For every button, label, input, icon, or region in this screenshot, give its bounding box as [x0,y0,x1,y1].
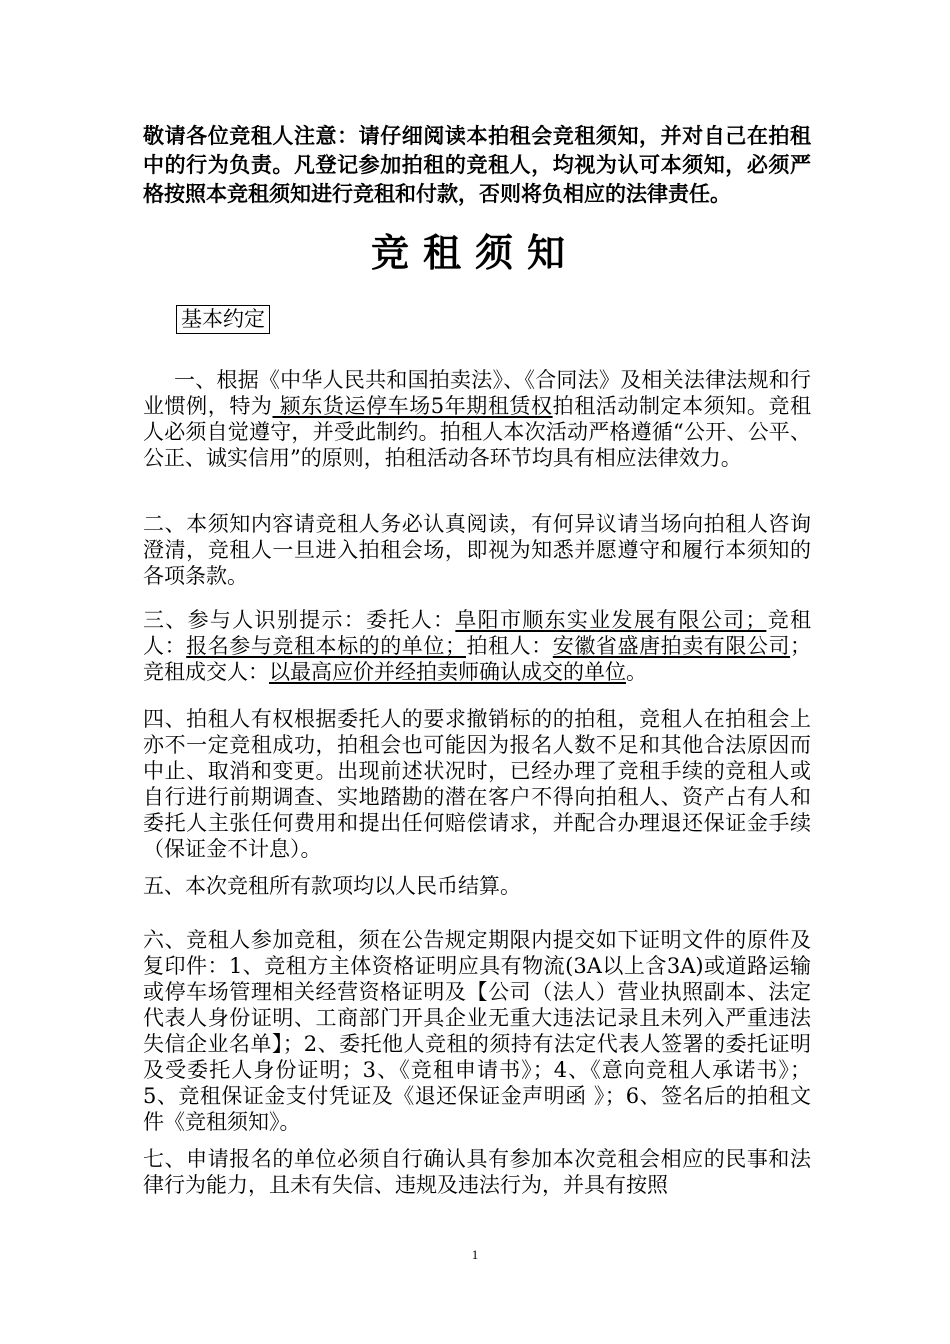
clause-3-principal: 阜阳市顺东实业发展有限公司； [455,608,767,632]
clause-3-text-3: 拍租人： [465,634,553,658]
section-tag: 基本约定 [176,305,270,334]
clause-5: 五、本次竞租所有款项均以人民币结算。 [143,874,521,898]
page-number: 1 [471,1247,479,1262]
clause-7: 七、申请报名的单位必须自行确认具有参加本次竞租会相应的民事和法律行为能力，且未有失信、违规及违法行为，并具有按照 [143,1147,811,1197]
clause-1-text-a: 一、根据《中华人民共和国拍卖法》、《合同法》及相关法律法规和行业惯例，特为 [143,368,811,418]
clause-3-auctioneer: 安徽省盛唐拍卖有限公司 [552,634,791,658]
clause-3-text-4: ；竞租成交人： [143,634,812,684]
notice-paragraph: 敬请各位竞租人注意：请仔细阅读本拍租会竞租须知，并对自己在拍租中的行为负责。凡登记参加拍租的竞租人，均视为认可本须知，必须严格按照本竞租须知进行竞租和付款，否则将负相应的法律责任。 [143,124,811,206]
clause-3-text-1: 三、参与人识别提示：委托人： [143,608,456,632]
clause-6: 六、竞租人参加竞租，须在公告规定期限内提交如下证明文件的原件及复印件：1、竞租方主体资格证明应具有物流(3A以上含3A)或道路运输或停车场管理相关经营资格证明及【公司（法人）营业执照副本、法定代表人身份证明、工商部门开具企业无重大违法记录且未列入严重违法失信企业名单】；2、委托他人竞租的须持有法定代表人签署的委托证明及受委托人身份证明；3、《竞租申请书》；4、《意向竞租人承诺书》；5、竞租保证金支付凭证及《退还保证金声明函 》；6、签名后的拍租文件《竞租须知》。 [143,928,811,1134]
page-title: 竞租须知 [370,230,579,275]
clause-1-subject: 颍东货运停车场5年期租赁权 [272,394,553,418]
clause-3-text-2: 竞租人： [143,608,812,658]
clause-3 [143,607,811,685]
clause-3-winner: 以最高应价并经拍卖师确认成交的单位 [269,660,626,684]
clause-2: 二、本须知内容请竞租人务必认真阅读，有何异议请当场向拍租人咨询澄清，竞租人一旦进入拍租会场，即视为知悉并愿遵守和履行本须知的各项条款。 [143,512,811,588]
clause-1 [143,367,811,471]
clause-3-text-5: 。 [626,660,647,684]
clause-3-bidder: 报名参与竞租本标的的单位； [186,634,466,658]
clause-4: 四、拍租人有权根据委托人的要求撤销标的的拍租，竞租人在拍租会上亦不一定竞租成功，拍租会也可能因为报名人数不足和其他合法原因而中止、取消和变更。出现前述状况时，已经办理了竞租手续的竞租人或自行进行前期调查、实地踏勘的潜在客户不得向拍租人、资产占有人和委托人主张任何费用和提出任何赔偿请求，并配合办理退还保证金手续（保证金不计息）。 [143,707,811,861]
clause-1-text-b: 拍租活动制定本须知。竞租人必须自觉遵守，并受此制约。拍租人本次活动严格遵循“公开、公平、公正、诚实信用”的原则，拍租活动各环节均具有相应法律效力。 [143,394,812,470]
